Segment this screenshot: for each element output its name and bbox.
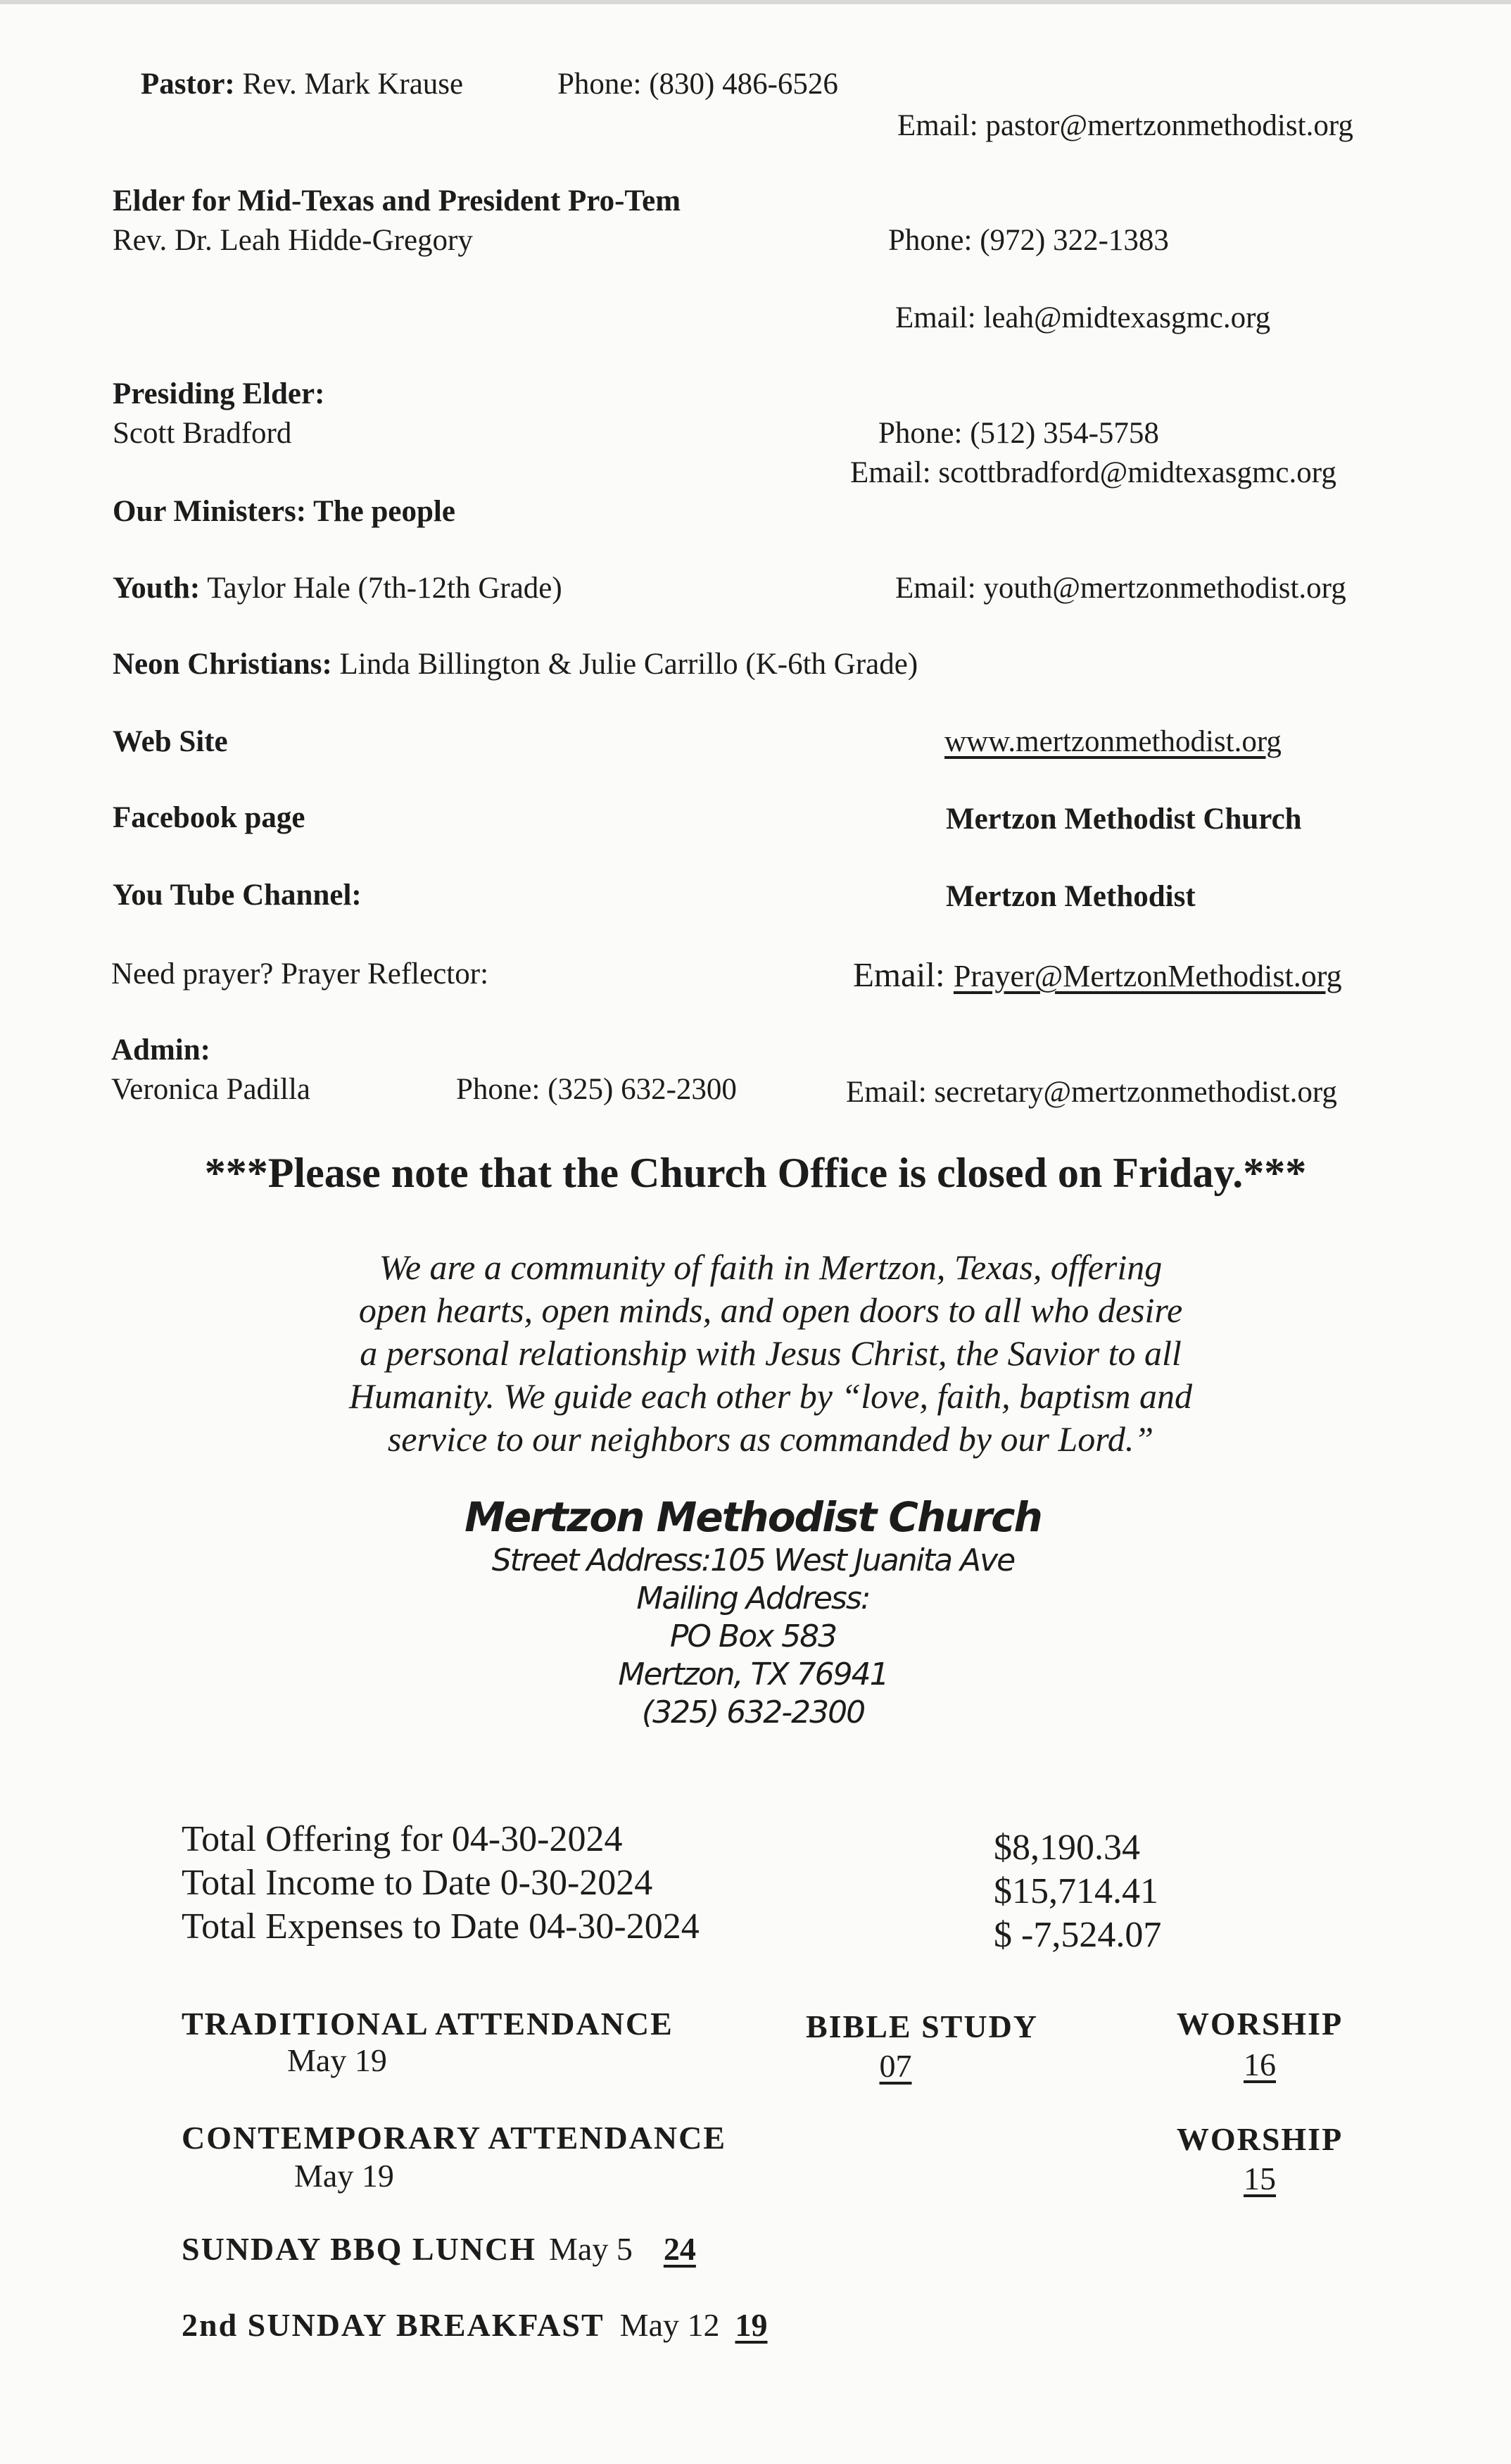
bible-study-value: 07 xyxy=(879,2048,912,2084)
mission-line: open hearts, open minds, and open doors to all who desire xyxy=(358,1290,1183,1330)
pastor-name: Rev. Mark Krause xyxy=(242,68,464,101)
pastor-email[interactable]: Email: pastor@mertzonmethodist.org xyxy=(897,109,1353,142)
finance-values xyxy=(994,1826,1161,1957)
prayer-label: Need prayer? Prayer Reflector: xyxy=(111,957,489,991)
contemporary-worship-value: 15 xyxy=(1244,2161,1276,2196)
offering-value: $8,190.34 xyxy=(994,1828,1140,1868)
street-address: Street Address:105 West Juanita Ave xyxy=(491,1542,1015,1578)
church-name: Mertzon Methodist Church xyxy=(464,1493,1042,1541)
elder-email[interactable]: Email: leah@midtexasgmc.org xyxy=(895,301,1271,334)
breakfast-line xyxy=(182,2306,768,2344)
pastor-line xyxy=(141,68,463,101)
prayer-email-line xyxy=(853,955,1342,995)
youth-label: Youth: xyxy=(113,572,201,605)
admin-email[interactable]: Email: secretary@mertzonmethodist.org xyxy=(846,1076,1337,1109)
expenses-value: $ -7,524.07 xyxy=(994,1915,1162,1955)
breakfast-label: 2nd SUNDAY BREAKFAST xyxy=(182,2307,605,2343)
mission-line: Humanity. We guide each other by “love, faith, baptism and xyxy=(349,1376,1192,1416)
neon-text: Linda Billington & Julie Carrillo (K-6th Grade) xyxy=(339,648,918,681)
mailing-label: Mailing Address: xyxy=(636,1580,870,1616)
mission-statement xyxy=(211,1246,1330,1461)
traditional-attendance-label: TRADITIONAL ATTENDANCE xyxy=(182,2006,674,2042)
offering-label: Total Offering for 04-30-2024 xyxy=(182,1819,623,1859)
youth-text: Taylor Hale (7th-12th Grade) xyxy=(207,572,562,605)
bbq-lunch-label: SUNDAY BBQ LUNCH xyxy=(182,2231,537,2267)
elder-phone: Phone: (972) 322-1383 xyxy=(888,224,1169,257)
po-box: PO Box 583 xyxy=(669,1618,837,1654)
presiding-email[interactable]: Email: scottbradford@midtexasgmc.org xyxy=(850,456,1336,489)
income-label: Total Income to Date 0-30-2024 xyxy=(182,1863,653,1903)
youth-line xyxy=(113,572,562,605)
breakfast-date: May 12 xyxy=(619,2307,720,2343)
presiding-name: Scott Bradford xyxy=(113,417,292,450)
bible-study-label: BIBLE STUDY xyxy=(805,2009,1039,2044)
page-edge xyxy=(0,0,1511,4)
website-label: Web Site xyxy=(113,725,228,758)
bbq-lunch-line xyxy=(182,2230,696,2268)
ministers-line: Our Ministers: The people xyxy=(113,495,455,528)
contemporary-worship-label: WORSHIP xyxy=(1176,2121,1344,2157)
mission-line: We are a community of faith in Mertzon, Texas, offering xyxy=(379,1247,1163,1287)
admin-name: Veronica Padilla xyxy=(111,1073,310,1106)
prayer-email[interactable]: Prayer@MertzonMethodist.org xyxy=(953,959,1342,993)
church-phone: (325) 632-2300 xyxy=(641,1695,865,1730)
office-closed-notice: ***Please note that the Church Office is closed on Friday.*** xyxy=(204,1150,1307,1196)
prayer-email-label: Email: xyxy=(853,955,945,994)
admin-label: Admin: xyxy=(111,1033,210,1067)
facebook-label: Facebook page xyxy=(113,801,305,834)
breakfast-value: 19 xyxy=(735,2307,768,2343)
mission-line: a personal relationship with Jesus Christ, the Savior to all xyxy=(360,1333,1182,1373)
income-value: $15,714.41 xyxy=(994,1871,1158,1911)
traditional-date: May 19 xyxy=(287,2042,387,2078)
elder-title: Elder for Mid-Texas and President Pro-Tem xyxy=(113,184,681,218)
admin-phone: Phone: (325) 632-2300 xyxy=(456,1073,737,1106)
traditional-worship-label: WORSHIP xyxy=(1176,2006,1344,2042)
pastor-phone: Phone: (830) 486-6526 xyxy=(557,68,838,101)
pastor-label: Pastor: xyxy=(141,68,235,101)
youth-email[interactable]: Email: youth@mertzonmethodist.org xyxy=(895,572,1346,605)
contemporary-attendance-label: CONTEMPORARY ATTENDANCE xyxy=(182,2120,727,2156)
elder-name: Rev. Dr. Leah Hidde-Gregory xyxy=(113,224,473,257)
mission-line: service to our neighbors as commanded by our Lord.” xyxy=(387,1419,1154,1459)
finance-labels xyxy=(182,1818,700,1949)
presiding-title: Presiding Elder: xyxy=(113,377,325,410)
neon-line xyxy=(113,648,918,681)
neon-label: Neon Christians: xyxy=(113,648,332,681)
website-link[interactable]: www.mertzonmethodist.org xyxy=(944,725,1282,758)
expenses-label: Total Expenses to Date 04-30-2024 xyxy=(182,1906,700,1947)
traditional-worship-value: 16 xyxy=(1244,2047,1276,2082)
bbq-lunch-value: 24 xyxy=(663,2231,696,2267)
church-address xyxy=(401,1492,1105,1732)
youtube-value[interactable]: Mertzon Methodist xyxy=(946,880,1196,913)
facebook-value[interactable]: Mertzon Methodist Church xyxy=(946,803,1302,836)
presiding-phone: Phone: (512) 354-5758 xyxy=(878,417,1159,450)
city-state-zip: Mertzon, TX 76941 xyxy=(618,1657,888,1692)
bbq-lunch-date: May 5 xyxy=(549,2231,633,2267)
contemporary-date: May 19 xyxy=(294,2158,394,2194)
youtube-label: You Tube Channel: xyxy=(113,879,362,912)
